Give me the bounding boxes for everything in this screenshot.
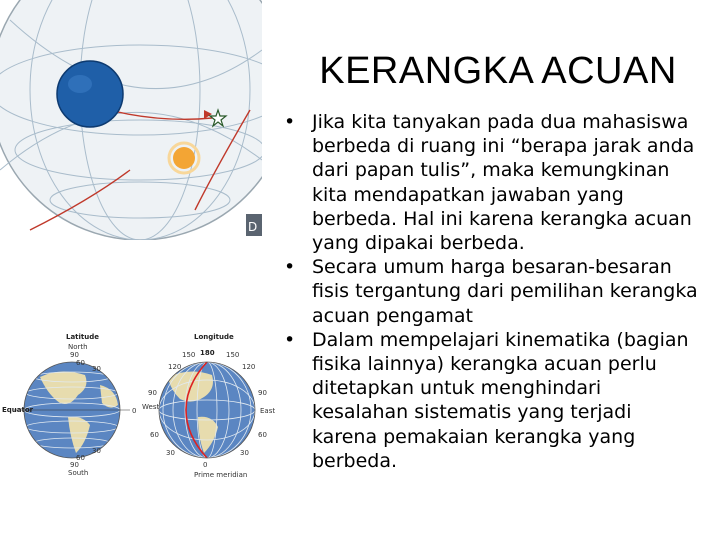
latitude-south-label: South — [68, 469, 89, 477]
longitude-zero: 0 — [203, 461, 208, 469]
longitude-right-value-90: 90 — [258, 389, 267, 397]
latitude-longitude-figure — [0, 325, 280, 485]
longitude-left-value-30: 30 — [166, 449, 175, 457]
longitude-left-value-90: 90 — [148, 389, 157, 397]
slide-title: KERANGKA ACUAN — [319, 50, 677, 92]
longitude-right-value-150: 150 — [226, 351, 240, 359]
latitude-upper-value-60: 60 — [76, 359, 85, 367]
longitude-west-label: West — [142, 403, 160, 411]
longitude-right-value-120: 120 — [242, 363, 256, 371]
bullet-marker: • — [284, 256, 296, 279]
latitude-upper-value-30: 30 — [92, 365, 101, 373]
bullet-text: Secara umum harga besaran-besaran fisis tergantung dari pemilihan kerangka acuan pengamat — [312, 256, 698, 327]
bullet-item — [282, 110, 702, 255]
prime-meridian-label: Prime meridian — [194, 471, 248, 479]
latitude-top-value: 90 — [70, 351, 79, 359]
longitude-globe — [159, 362, 255, 458]
bullet-text: Dalam mempelajari kinematika (bagian fisika lainnya) kerangka acuan perlu ditetapkan untuk menghindari kesalahan sistematis yang terjadi karena pemakaian kerangka yang berbeda. — [312, 328, 689, 472]
celestial-sphere-figure — [0, 0, 262, 240]
latitude-lower-value-30: 30 — [92, 447, 101, 455]
latitude-zero: 0 — [132, 407, 137, 415]
bullet-marker: • — [284, 328, 296, 351]
longitude-right-value-30: 30 — [240, 449, 249, 457]
longitude-right-value-60: 60 — [258, 431, 267, 439]
longitude-left-value-150: 150 — [182, 351, 196, 359]
longitude-title: Longitude — [194, 333, 234, 341]
equator-label: Equator — [2, 406, 34, 414]
blue-sphere-body — [57, 61, 123, 127]
bullet-list — [282, 110, 702, 473]
bullet-item — [282, 328, 702, 473]
longitude-left-value-60: 60 — [150, 431, 159, 439]
cropped-label: D — [248, 220, 258, 234]
bullet-item — [282, 255, 702, 328]
longitude-top-value: 180 — [200, 349, 215, 357]
bullet-text: Jika kita tanyakan pada dua mahasiswa berbeda di ruang ini “berapa jarak anda dari papan tulis”, maka kemungkinan kita mendapatkan jawaban yang berbeda. Hal ini karena kerangka acuan yang dipakai berbeda. — [312, 111, 695, 255]
latitude-title: Latitude — [66, 333, 100, 341]
sun-icon — [173, 147, 195, 169]
latitude-bottom-value: 90 — [70, 461, 79, 469]
latitude-lower-value-60: 60 — [76, 454, 85, 462]
longitude-left-value-120: 120 — [168, 363, 182, 371]
bullet-marker: • — [284, 111, 296, 133]
latitude-north-label: North — [68, 343, 88, 351]
longitude-east-label: East — [260, 407, 276, 415]
